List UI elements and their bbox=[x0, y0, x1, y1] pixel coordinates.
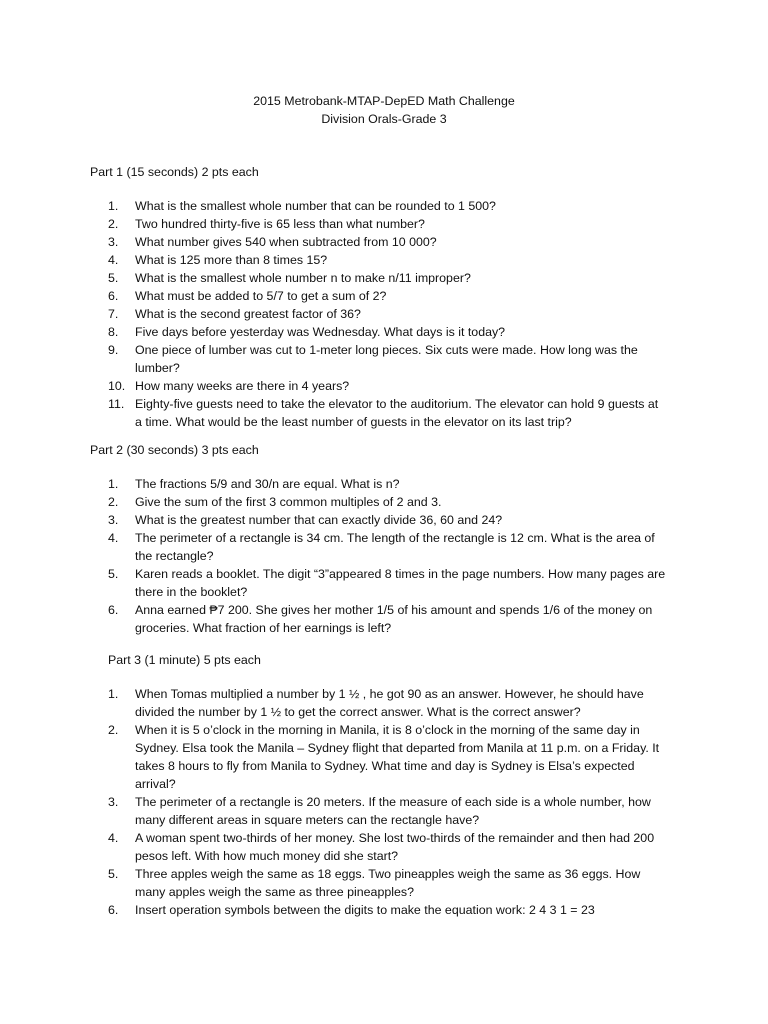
question-number: 10. bbox=[108, 379, 126, 393]
question-text: What is the greatest number that can exactly divide 36, 60 and 24? bbox=[135, 513, 503, 527]
question-text: What must be added to 5/7 to get a sum of 2? bbox=[135, 289, 387, 303]
part-1-heading: Part 1 (15 seconds) 2 pts each bbox=[90, 165, 259, 179]
question-number: 8. bbox=[108, 325, 119, 339]
document-title bbox=[0, 93, 768, 128]
question-number: 6. bbox=[108, 289, 119, 303]
question-text: The perimeter of a rectangle is 34 cm. The length of the rectangle is 12 cm. What is the area of the rectangle? bbox=[135, 531, 655, 563]
question-text: How many weeks are there in 4 years? bbox=[135, 379, 350, 393]
question-text: Three apples weigh the same as 18 eggs. Two pineapples weigh the same as 36 eggs. How many apples weigh the same as three pineapples? bbox=[135, 867, 641, 899]
question-item bbox=[108, 475, 668, 493]
question-text: Five days before yesterday was Wednesday. What days is it today? bbox=[135, 325, 506, 339]
question-item bbox=[108, 341, 668, 377]
question-text: Karen reads a booklet. The digit “3”appeared 8 times in the page numbers. How many pages are there in the booklet? bbox=[135, 567, 666, 599]
question-item bbox=[108, 395, 668, 431]
question-number: 1. bbox=[108, 477, 119, 491]
question-text: One piece of lumber was cut to 1-meter long pieces. Six cuts were made. How long was the lumber? bbox=[135, 343, 638, 375]
question-item bbox=[108, 323, 668, 341]
question-number: 3. bbox=[108, 795, 119, 809]
question-number: 4. bbox=[108, 531, 119, 545]
question-item bbox=[108, 269, 668, 287]
question-item bbox=[108, 529, 668, 565]
part-2-heading: Part 2 (30 seconds) 3 pts each bbox=[90, 443, 259, 457]
question-number: 9. bbox=[108, 343, 119, 357]
part-3-heading: Part 3 (1 minute) 5 pts each bbox=[108, 653, 261, 667]
question-item bbox=[108, 901, 668, 919]
question-number: 11. bbox=[108, 397, 125, 411]
question-item bbox=[108, 493, 668, 511]
question-number: 2. bbox=[108, 495, 119, 509]
question-item bbox=[108, 601, 668, 637]
question-item bbox=[108, 305, 668, 323]
question-text: Anna earned ₱7 200. She gives her mother 1/5 of his amount and spends 1/6 of the money on groceries. What fraction of her earnings is left? bbox=[135, 603, 653, 635]
question-item bbox=[108, 197, 668, 215]
question-item bbox=[108, 377, 668, 395]
question-text: When Tomas multiplied a number by 1 ½ , he got 90 as an answer. However, he should have divided the number by 1 ½ to get the correct answer. What is the correct answer? bbox=[135, 687, 644, 719]
question-text: The fractions 5/9 and 30/n are equal. What is n? bbox=[135, 477, 400, 491]
question-item bbox=[108, 565, 668, 601]
question-text: The perimeter of a rectangle is 20 meters. If the measure of each side is a whole number, how many different areas in square meters can the rectangle have? bbox=[135, 795, 651, 827]
part-3-question-list bbox=[108, 685, 668, 919]
title-line-2: Division Orals-Grade 3 bbox=[321, 111, 447, 126]
question-number: 5. bbox=[108, 271, 119, 285]
question-item bbox=[108, 793, 668, 829]
question-number: 3. bbox=[108, 513, 119, 527]
question-number: 1. bbox=[108, 687, 119, 701]
question-number: 4. bbox=[108, 253, 119, 267]
title-line-1: 2015 Metrobank-MTAP-DepED Math Challenge bbox=[253, 94, 515, 108]
question-text: What is 125 more than 8 times 15? bbox=[135, 253, 328, 267]
question-text: Insert operation symbols between the digits to make the equation work: 2 4 3 1 = 23 bbox=[135, 903, 595, 917]
question-number: 5. bbox=[108, 867, 119, 881]
question-text: A woman spent two-thirds of her money. She lost two-thirds of the remainder and then had 200 pesos left. With how much money did she start? bbox=[135, 831, 655, 863]
question-text: Eighty-five guests need to take the elevator to the auditorium. The elevator can hold 9 guests at a time. What would be the least number of guests in the elevator on its last trip? bbox=[135, 397, 659, 429]
question-text: What number gives 540 when subtracted from 10 000? bbox=[135, 235, 437, 249]
question-item bbox=[108, 721, 668, 793]
question-item bbox=[108, 233, 668, 251]
question-number: 5. bbox=[108, 567, 119, 581]
question-number: 4. bbox=[108, 831, 119, 845]
question-item bbox=[108, 511, 668, 529]
question-item bbox=[108, 685, 668, 721]
question-number: 7. bbox=[108, 307, 119, 321]
question-item bbox=[108, 829, 668, 865]
part-2-question-list bbox=[108, 475, 668, 637]
question-number: 2. bbox=[108, 723, 119, 737]
question-item bbox=[108, 865, 668, 901]
question-number: 6. bbox=[108, 603, 119, 617]
question-text: Give the sum of the first 3 common multiples of 2 and 3. bbox=[135, 495, 442, 509]
question-item bbox=[108, 215, 668, 233]
question-text: What is the second greatest factor of 36? bbox=[135, 307, 361, 321]
question-text: What is the smallest whole number that can be rounded to 1 500? bbox=[135, 199, 496, 213]
question-item bbox=[108, 287, 668, 305]
question-text: When it is 5 o’clock in the morning in Manila, it is 8 o’clock in the morning of the same day in Sydney. Elsa took the Manila – Sydney flight that departed from Manila at 11 p.m. on a Friday. It takes 8 hours to fly from Manila to Sydney. What time and day is Sydney is Elsa’s expected arrival? bbox=[135, 723, 660, 791]
question-item bbox=[108, 251, 668, 269]
question-text: Two hundred thirty-five is 65 less than what number? bbox=[135, 217, 425, 231]
part-1-question-list bbox=[108, 197, 668, 431]
question-number: 3. bbox=[108, 235, 119, 249]
question-number: 2. bbox=[108, 217, 119, 231]
question-number: 6. bbox=[108, 903, 119, 917]
question-number: 1. bbox=[108, 199, 119, 213]
question-text: What is the smallest whole number n to make n/11 improper? bbox=[135, 271, 471, 285]
